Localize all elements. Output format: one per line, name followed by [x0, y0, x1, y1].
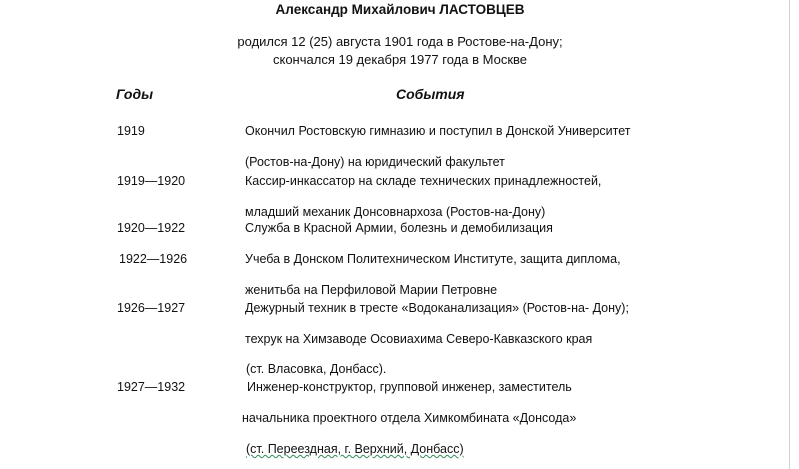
events-header: События	[396, 86, 465, 102]
birth-line: родился 12 (25) августа 1901 года в Ростове-на-Дону;	[237, 34, 563, 49]
row-event-line: Окончил Ростовскую гимназию и поступил в Донской Университет	[245, 124, 631, 138]
row-years: 1920—1922	[117, 221, 186, 235]
row-event-line: Кассир-инкассатор на складе технических принадлежностей,	[245, 174, 602, 188]
row-event-line: Инженер-конструктор, групповой инженер, заместитель	[247, 380, 572, 394]
row-event-line: женитьба на Перфиловой Марии Петровне	[245, 283, 498, 297]
row-event-line: Учеба в Донском Политехническом Институте, защита диплома,	[245, 252, 621, 266]
doc-title: Александр Михайлович ЛАСТОВЦЕВ	[275, 2, 525, 17]
row-years: 1919—1920	[117, 174, 186, 188]
row-event-line: Служба в Красной Армии, болезнь и демобилизация	[245, 221, 553, 235]
years-header: Годы	[116, 86, 154, 102]
row-event-line: (Ростов-на-Дону) на юридический факультет	[245, 155, 505, 169]
page-edge	[789, 0, 790, 469]
row-event-line: начальника проектного отдела Химкомбината «Донсода»	[242, 411, 577, 425]
row-event-line: (ст. Власовка, Донбасс).	[246, 362, 387, 376]
row-years: 1919	[117, 124, 145, 138]
death-line: скончался 19 декабря 1977 года в Москве	[272, 52, 527, 67]
row-years: 1922—1926	[119, 252, 188, 266]
row-event-line: Дежурный техник в тресте «Водоканализация» (Ростов-на- Дону);	[245, 301, 629, 315]
row-event-line: младший механик Донсовнархоза (Ростов-на-Дону)	[245, 205, 546, 219]
row-years: 1926—1927	[117, 301, 186, 315]
row-event-line: техрук на Химзаводе Осовиахима Северо-Кавказского края	[245, 332, 593, 346]
row-years: 1927—1932	[117, 380, 186, 394]
row-event-line: (ст. Переездная, г. Верхний, Донбасс)	[246, 442, 464, 456]
